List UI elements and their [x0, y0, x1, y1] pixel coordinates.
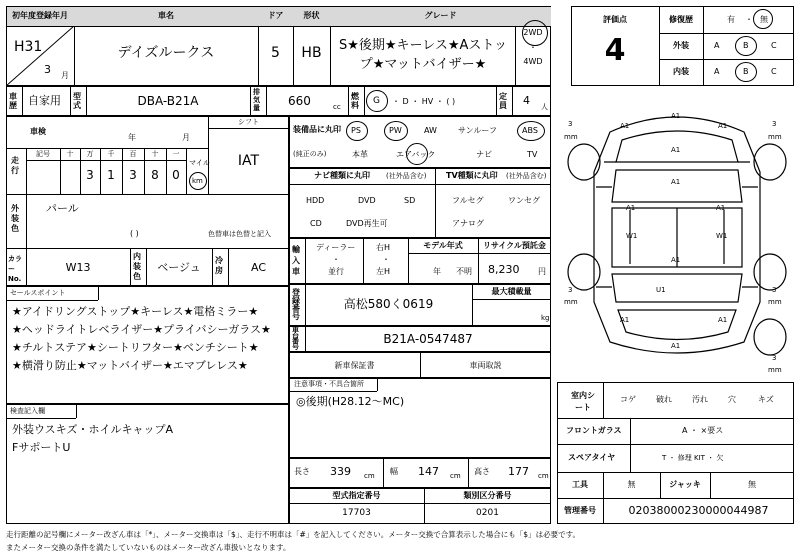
equip-leather: 本革 — [352, 150, 368, 159]
shape-value: HB — [301, 45, 322, 61]
color-value: パール — [46, 202, 79, 215]
model-value: DBA-B21A — [137, 94, 199, 108]
mgmt-label: 管理番号 — [564, 506, 596, 515]
length-unit: cm — [364, 472, 375, 480]
length-value: 339 — [330, 465, 351, 478]
equip-airbag: エアバック — [396, 150, 436, 159]
grade-value: S★後期★キーレス★Aストップ★マットバイザー★ — [338, 38, 508, 72]
class-label: 類別区分番号 — [463, 491, 512, 500]
equip-pw: PW — [389, 126, 402, 135]
max-load-label: 最大積載量 — [491, 287, 532, 296]
inspector-line-2: FサポートU — [12, 441, 71, 454]
recycle-label: リサイクル預託金 — [483, 241, 546, 250]
equipment-label: 装備品に丸印 — [293, 125, 341, 134]
equip-ps: PS — [351, 126, 361, 135]
exterior-b: B — [743, 41, 749, 50]
mileage-label: 走行 — [11, 156, 19, 175]
color-note-paren: ( ) — [130, 229, 139, 238]
digit-1: 3 — [86, 168, 94, 182]
exterior-label: 外装 — [673, 41, 689, 50]
sales-point-2: ★ヘッドライトレベライザー★プライバシーガラス★ — [12, 323, 271, 336]
interior-color-label: 内装色 — [133, 252, 141, 281]
km-label: km — [192, 177, 203, 185]
interior-seat-label: 室内シート — [571, 391, 595, 412]
tire-fl-unit: mm — [564, 133, 578, 141]
tire-rl-label: 3 — [568, 286, 573, 294]
digit-label-ten: 十 — [151, 150, 159, 158]
warranty: 新車保証書 — [334, 361, 375, 370]
mark-6: W1 — [716, 232, 728, 240]
mark-9: U1 — [656, 286, 666, 294]
inspection-year: 年 — [128, 133, 136, 142]
mark-5: W1 — [626, 232, 638, 240]
model-year-value: 不明 — [456, 267, 472, 276]
mark-14: A1 — [671, 178, 681, 186]
interior-b-circle — [735, 62, 757, 82]
mark-8: A1 — [716, 204, 726, 212]
recycle-unit: 円 — [538, 267, 546, 276]
class-value: 0201 — [476, 508, 499, 518]
digit-label-10: 十 — [66, 150, 74, 158]
max-load-unit: kg — [541, 314, 550, 322]
tire-spare-unit: mm — [768, 366, 782, 374]
tv-analog: アナログ — [452, 219, 484, 228]
drive-4wd: 4WD — [523, 57, 543, 66]
tire-fl-label: 3 — [568, 120, 573, 128]
capacity-unit: 人 — [541, 103, 548, 111]
digit-label-one: 一 — [172, 150, 180, 158]
exterior-c: C — [771, 41, 777, 50]
year-label: 初年度登録年月 — [12, 11, 68, 20]
exterior-a: A — [714, 41, 720, 50]
navi-hdd: HDD — [306, 196, 325, 205]
navi-dvd: DVD — [358, 196, 376, 205]
digit-label-10k: 万 — [86, 150, 94, 158]
interior-color-value: ベージュ — [157, 261, 201, 274]
tire-fr-label: 3 — [772, 120, 777, 128]
manual: 車両取説 — [469, 361, 502, 370]
digit-label-100: 百 — [129, 150, 137, 158]
tv-oneseg: ワンセグ — [508, 196, 540, 205]
width-label: 幅 — [390, 467, 398, 476]
sales-points-label: セールスポイント — [10, 289, 66, 297]
color-no-label: カラーNo. — [8, 255, 22, 283]
repair-no-circle — [753, 9, 773, 29]
import-parallel: 並行 — [328, 267, 344, 276]
car-diagram — [560, 92, 794, 380]
color-label: 外装色 — [11, 204, 19, 233]
mark-10: A1 — [620, 316, 630, 324]
spare-label: スペアタイヤ — [568, 453, 616, 462]
navi-cd: CD — [310, 219, 322, 228]
inspector-label: 検査記入欄 — [10, 407, 45, 415]
equip-sunroof: サンルーフ — [458, 126, 497, 135]
inspector-line-1: 外装ウスキズ・ホイルキャップA — [12, 423, 173, 436]
notes-value: ◎後期(H28.12〜MC) — [296, 395, 405, 408]
repair-dot: ・ — [745, 15, 753, 24]
repair-yes: 有 — [727, 15, 735, 24]
fuel-g: G — [373, 96, 380, 106]
seat-tear: 破れ — [656, 395, 672, 404]
shape-label: 形状 — [303, 11, 320, 20]
sales-point-4: ★横滑り防止★マットバイザー★エマブレレス★ — [12, 359, 248, 372]
repair-no: 無 — [760, 15, 768, 24]
ac-label: 冷房 — [215, 256, 223, 275]
month-value: 3 — [44, 63, 51, 76]
inspection-label: 車検 — [30, 127, 46, 136]
drive-2wd: 2WD — [523, 28, 543, 37]
year-value: H31 — [14, 39, 43, 55]
navi-sd: SD — [404, 196, 416, 205]
notes-frame — [289, 378, 551, 458]
seat-scratch: キズ — [758, 395, 774, 404]
footer-line-2: またメーター交換の条件を満たしていないものはメーター改ざん車扱いとなります。 — [6, 543, 291, 552]
mark-3: A1 — [620, 122, 630, 130]
digit-label-sign: 記号 — [36, 150, 50, 158]
digit-label-1k: 千 — [107, 150, 115, 158]
fuel-options: ・ D ・ HV ・ ( ) — [392, 97, 456, 106]
mark-1: A1 — [671, 112, 681, 120]
jack-value: 無 — [748, 480, 756, 489]
displacement-label: 排気量 — [253, 88, 260, 112]
sales-point-1: ★アイドリングストップ★キーレス★電格ミラー★ — [12, 305, 259, 318]
color-no-value: W13 — [65, 261, 91, 274]
repair-label: 修復歴 — [669, 15, 693, 24]
height-label: 高さ — [474, 467, 490, 476]
width-unit: cm — [450, 472, 461, 480]
digit-3: 3 — [129, 168, 137, 182]
registration-label: 登録番号 — [292, 288, 300, 321]
tire-spare-label: 3 — [772, 354, 777, 362]
digit-2: 1 — [107, 168, 115, 182]
import-label: 輸入車 — [292, 245, 300, 276]
tire-rr-label: 3 — [772, 286, 777, 294]
width-value: 147 — [418, 465, 439, 478]
sales-point-3: ★チルトステア★シートリフター★ベンチシート★ — [12, 341, 259, 354]
seat-stain: 汚れ — [692, 395, 708, 404]
seat-hole: 穴 — [728, 395, 736, 404]
tire-fr-unit: mm — [768, 133, 782, 141]
tire-rr-unit: mm — [768, 298, 782, 306]
registration-value: 高松580く0619 — [343, 297, 434, 311]
mark-12: A1 — [671, 342, 681, 350]
type-cert-value: 17703 — [342, 508, 371, 518]
jack-label: ジャッキ — [669, 480, 701, 489]
tv-label: TV種類に丸印 — [446, 171, 498, 180]
inspection-frame — [6, 116, 289, 286]
mile-label: マイル — [189, 159, 210, 167]
import-dot-1: ・ — [332, 255, 340, 264]
model-label: 型式 — [73, 92, 81, 110]
type-cert-label: 型式指定番号 — [332, 491, 381, 500]
displacement-unit: cc — [333, 103, 341, 111]
usage-value: 自家用 — [28, 94, 61, 107]
score-value: 4 — [604, 33, 626, 68]
equipment-sub-label: (純正のみ) — [293, 150, 327, 158]
tv-note: (社外品含む) — [506, 172, 547, 180]
inspector-frame — [6, 404, 289, 524]
chassis-value: B21A-0547487 — [383, 332, 473, 346]
length-label: 長さ — [294, 467, 310, 476]
grade-label: グレード — [424, 11, 457, 20]
equip-aw: AW — [424, 126, 437, 135]
capacity-value: 4 — [523, 94, 530, 107]
footer-line-1: 走行距離の記号欄にメーター改ざん車は「*」、メーター交換車は「$」、走行不明車は「#」を記入してください。メーター交換で合算表示した場合にも「$」は必要です。 — [6, 530, 580, 539]
interior-b: B — [743, 67, 749, 76]
import-dot-2: ・ — [382, 255, 390, 264]
digit-4: 8 — [151, 168, 159, 182]
model-year-label: モデル年式 — [423, 241, 463, 250]
door-label: ドア — [267, 11, 284, 20]
import-lh: 左H — [376, 267, 391, 276]
model-year-unit: 年 — [433, 267, 441, 276]
mark-13: A1 — [671, 256, 681, 264]
color-note: 色替車は色替と記入 — [208, 230, 271, 238]
equip-navi: ナビ — [476, 150, 492, 159]
navi-note: (社外品含む) — [386, 172, 427, 180]
equip-abs: ABS — [522, 126, 538, 135]
car-name-label: 車名 — [158, 11, 174, 20]
tools-value: 無 — [627, 480, 636, 489]
notes-label: 注意事項・不具合箇所 — [294, 380, 364, 388]
mark-7: A1 — [626, 204, 636, 212]
mark-2: A1 — [718, 122, 728, 130]
displacement-value: 660 — [288, 94, 311, 108]
interior-c: C — [771, 67, 777, 76]
ac-value: AC — [250, 261, 266, 274]
shift-value: IAT — [237, 153, 260, 169]
interior-a: A — [714, 67, 720, 76]
car-name: デイズルークス — [117, 45, 215, 61]
chassis-label: 車台番号 — [292, 326, 299, 351]
equip-tv: TV — [527, 150, 538, 159]
mgmt-value: 02038000230000044987 — [628, 504, 769, 517]
drive-dot: ・ — [529, 43, 537, 52]
spare-value: T ・ 修理 KIT ・ 欠 — [662, 454, 724, 462]
shift-label: シフト — [238, 118, 259, 126]
height-value: 177 — [508, 465, 529, 478]
import-dealer: ディーラー — [316, 243, 356, 252]
navi-dvd-play: DVD再生可 — [346, 219, 388, 228]
tools-label: 工具 — [572, 480, 588, 489]
interior-grade-label: 内装 — [673, 67, 689, 76]
capacity-label: 定員 — [499, 92, 507, 110]
exterior-b-circle — [735, 36, 757, 56]
seat-burn: コゲ — [620, 395, 636, 404]
tire-rl-unit: mm — [564, 298, 578, 306]
door-value: 5 — [271, 45, 280, 61]
windshield-label: フロントガラス — [566, 426, 622, 435]
usage-label: 車歴 — [9, 92, 17, 110]
tv-fullseg: フルセグ — [452, 196, 484, 205]
mark-4: A1 — [671, 146, 681, 154]
recycle-value: 8,230 — [488, 263, 520, 276]
score-label: 評価点 — [603, 15, 627, 24]
mark-11: A1 — [718, 316, 728, 324]
import-rh: 右H — [376, 243, 391, 252]
windshield-value: A ・ ×要ス — [682, 426, 724, 435]
navi-label: ナビ種類に丸印 — [314, 171, 370, 180]
fuel-label: 燃料 — [351, 92, 359, 110]
height-unit: cm — [538, 472, 549, 480]
digit-5: 0 — [172, 168, 180, 182]
inspection-month: 月 — [182, 133, 190, 142]
month-unit: 月 — [61, 71, 69, 80]
